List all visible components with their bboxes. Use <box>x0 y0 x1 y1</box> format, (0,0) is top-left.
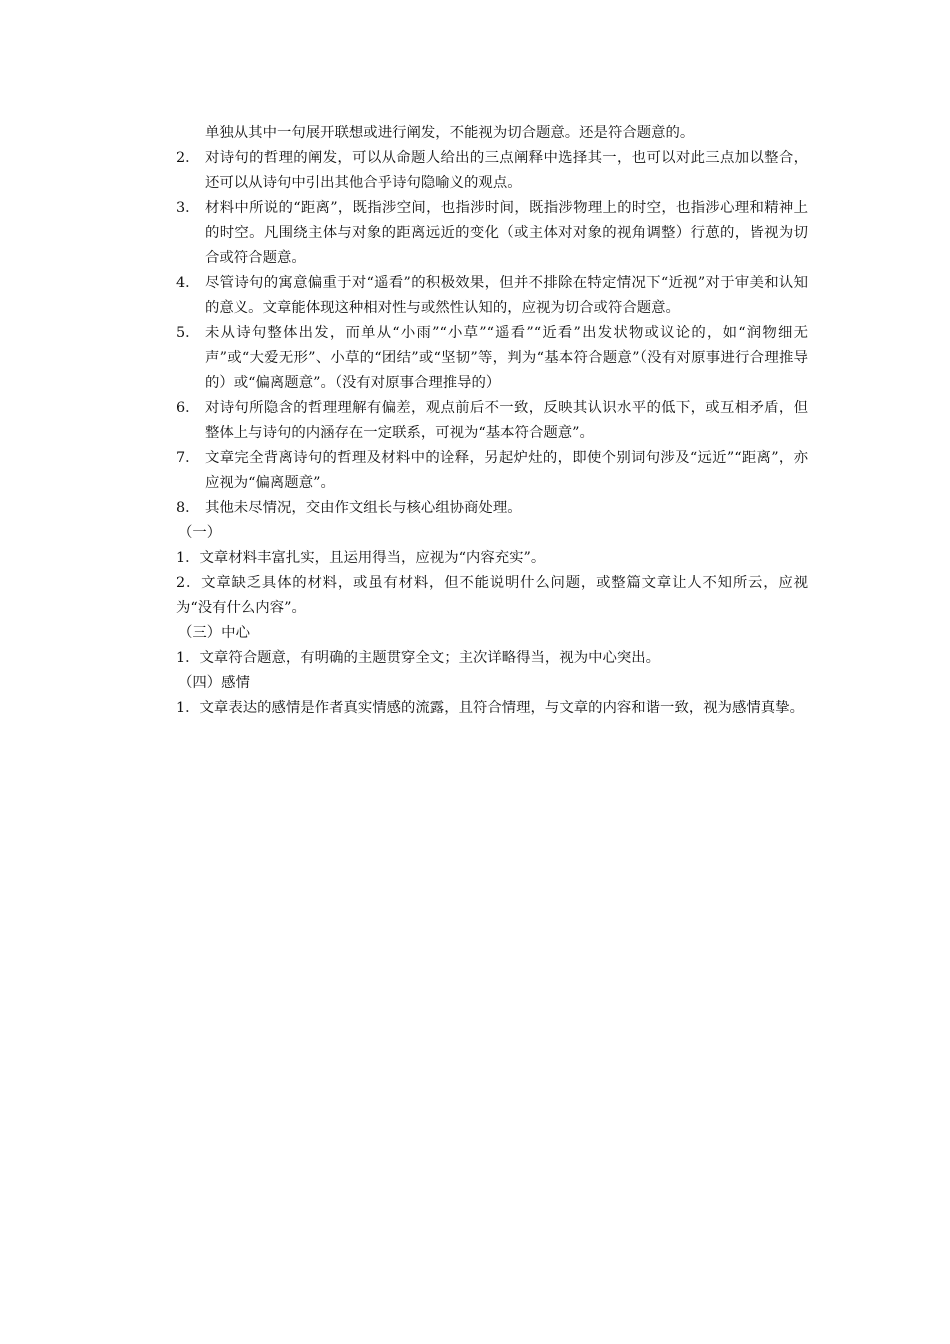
list-item-7 <box>176 446 808 496</box>
list-text: 材料中所说的“距离”，既指涉空间，也指涉时间，既指涉物理上的时空，也指涉心理和精神上的时空。凡围绕主体与对象的距离远近的变化（或主体对对象的视角调整）行葸的，皆视为切合或符合题意。 <box>205 200 808 266</box>
list-number: 5． <box>176 325 200 341</box>
list-text: 对诗句所隐含的哲理理解有偏差，观点前后不一致，反映其认识水平的低下，或互相矛盾，但整体上与诗句的内涵存在一定联系，可视为“基本符合题意”。 <box>205 400 808 441</box>
list-text: 文章完全背离诗句的哲理及材料中的诠释，另起炉灶的，即使个别词句涉及“远近”“距离”，亦应视为“偏离题意”。 <box>205 450 808 491</box>
list-number: 6． <box>176 400 200 416</box>
list-number: 7． <box>176 450 200 466</box>
document-body <box>176 121 808 721</box>
list-number: 3． <box>176 200 200 216</box>
list-item-4 <box>176 271 808 321</box>
list-text: 尽管诗句的寓意偏重于对“遥看”的积极效果，但并不排除在特定情况下“近视”对于审美和认知的意义。文章能体现这种相对性与或然性认知的，应视为切合或符合题意。 <box>205 275 808 316</box>
list-item-6 <box>176 396 808 446</box>
list-text: 对诗句的哲理的阐发，可以从命题人给出的三点阐释中选择其一，也可以对此三点加以整合，还可以从诗句中引出其他合乎诗句隐喻义的观点。 <box>205 150 808 191</box>
list-item-2 <box>176 146 808 196</box>
section-3-para-1: 1．文章符合题意，有明确的主题贯穿全文；主次详略得当，视为中心突出。 <box>176 650 661 666</box>
section-heading-4: （四）感情 <box>178 675 250 691</box>
continuation-line: 单独从其中一句展开联想或进行阐发，不能视为切合题意。还是符合题意的。 <box>205 125 695 141</box>
list-number: 2． <box>176 150 200 166</box>
list-number: 8． <box>176 500 200 516</box>
list-number: 4． <box>176 275 200 291</box>
list-item-3 <box>176 196 808 271</box>
section-heading-1: （一） <box>178 525 222 541</box>
list-text: 其他未尽情况，交由作文组长与核心组协商处理。 <box>205 500 522 516</box>
section-1-para-2: 2．文章缺乏具体的材料，或虽有材料，但不能说明什么问题，或整篇文章让人不知所云，应视为“没有什么内容”。 <box>176 575 808 616</box>
list-item-5 <box>176 321 808 396</box>
section-heading-3: （三）中心 <box>178 625 250 641</box>
list-item-8 <box>176 496 808 521</box>
section-1-para-1: 1．文章材料丰富扎实，且运用得当，应视为“内容充实”。 <box>176 550 546 566</box>
section-4-para-1: 1．文章表达的感情是作者真实情感的流露，且符合情理，与文章的内容和谐一致，视为感情真挚。 <box>176 700 804 716</box>
list-text: 未从诗句整体出发，而单从“小雨”“小草”“遥看”“近看”出发状物或议论的，如“润物细无声”或“大爱无形”、小草的“团结”或“坚韧”等，判为“基本符合题意”（没有对原事进行合理推导的）或“偏离题意”。（没有对原事合理推导的） <box>205 325 808 391</box>
